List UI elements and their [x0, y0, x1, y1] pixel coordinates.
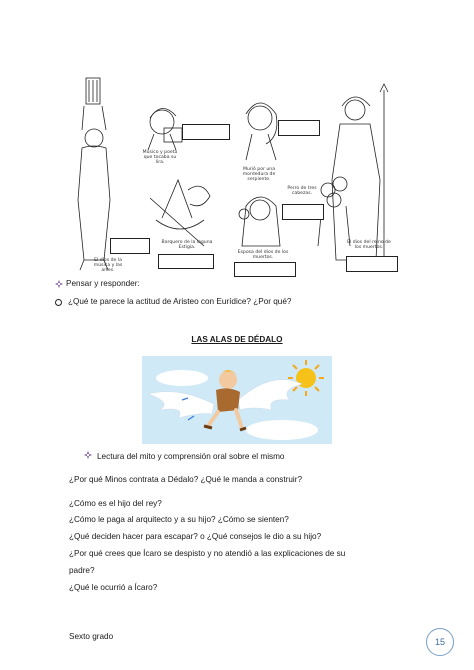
star-bullet-icon — [55, 280, 63, 288]
answer-box-underworld-god[interactable] — [346, 256, 398, 272]
answer-box-musician[interactable] — [182, 124, 230, 140]
mythology-illustration — [70, 70, 410, 280]
question-6: ¿Qué le ocurrió a Ícaro? — [69, 583, 158, 592]
label-muses-god: El dios de la música y las artes. — [93, 258, 123, 274]
question-4: ¿Qué deciden hacer para escapar? o ¿Qué consejos le dio a su hijo? — [69, 532, 322, 541]
icarus-illustration — [142, 356, 332, 444]
answer-box-dog[interactable] — [282, 204, 324, 220]
activity-prompt: Pensar y responder: — [66, 279, 140, 288]
answer-box-eurydice[interactable] — [278, 120, 320, 136]
question-2: ¿Cómo es el hijo del rey? — [69, 499, 162, 508]
sun-icon — [288, 360, 324, 396]
label-dog: Perro de tres cabezas. — [287, 186, 317, 197]
answer-box-muses-god[interactable] — [110, 238, 150, 254]
label-musician: Músico y poeta que tocaba su lira. — [142, 150, 178, 166]
reading-task: Lectura del mito y comprensión oral sobre el mismo — [97, 452, 285, 461]
activity-question: ¿Qué te parece la actitud de Aristeo con Eurídice? ¿Por qué? — [68, 297, 292, 306]
answer-box-wife[interactable] — [234, 262, 296, 277]
label-wife: Esposa del dios de los muertos. — [237, 250, 289, 261]
question-3: ¿Cómo le paga al arquitecto y a su hijo? ¿Cómo se sienten? — [69, 515, 289, 524]
grade-label: Sexto grado — [69, 632, 114, 641]
question-1: ¿Por qué Minos contrata a Dédalo? ¿Qué le manda a construir? — [69, 475, 303, 484]
question-5: ¿Por qué crees que Ícaro se despisto y no atendió a las explicaciones de su — [69, 549, 346, 558]
section-title: LAS ALAS DE DÉDALO — [191, 335, 283, 344]
label-underworld-god: El dios del reino de los muertos. — [347, 240, 391, 251]
label-bitten: Murió por una mordedura de serpiente. — [242, 167, 276, 183]
question-5-continued: padre? — [69, 566, 95, 575]
circle-bullet-icon — [55, 299, 62, 306]
label-boatman: Barquero de la laguna Estigia. — [161, 240, 213, 251]
icarus-drawing — [142, 356, 332, 444]
star-bullet-icon — [84, 451, 92, 459]
page-number: 15 — [426, 628, 454, 656]
answer-box-boatman[interactable] — [158, 254, 214, 269]
